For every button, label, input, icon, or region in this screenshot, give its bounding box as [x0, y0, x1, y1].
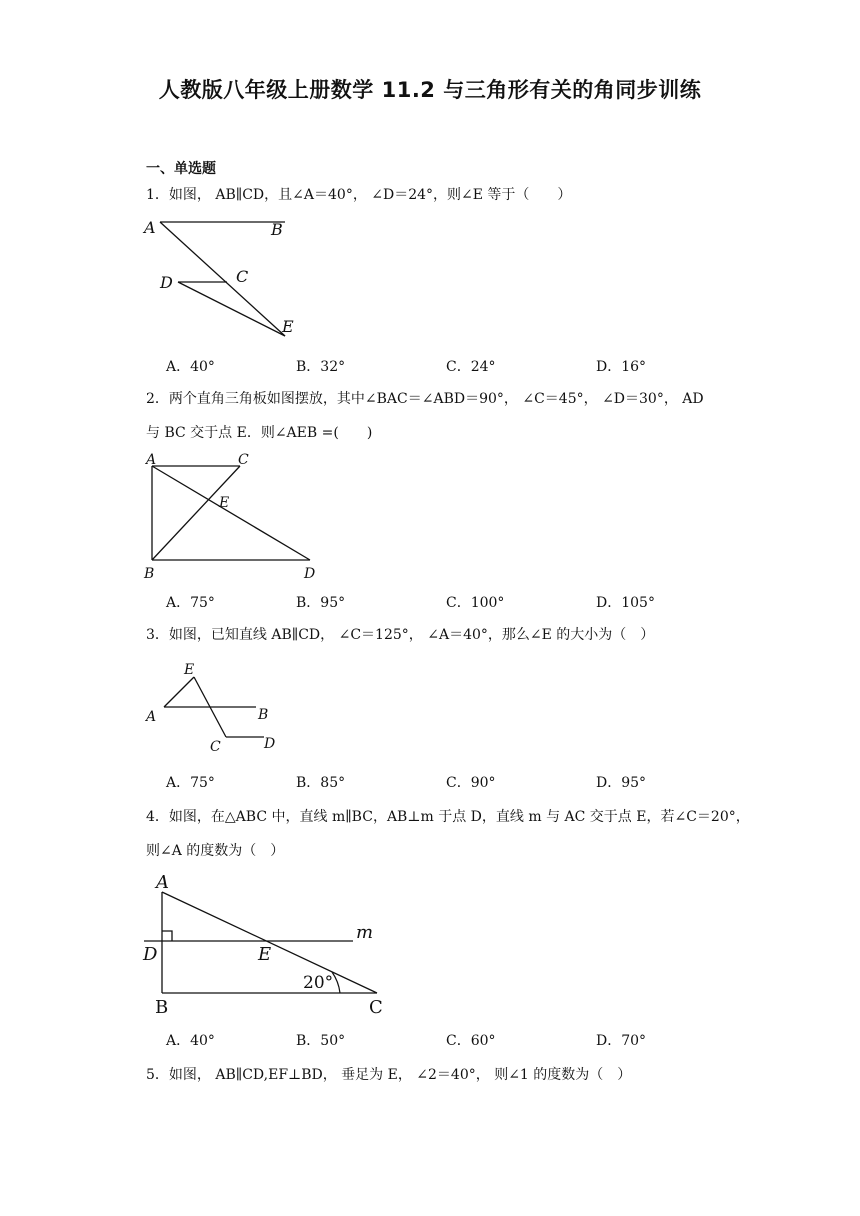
label-d: D: [160, 273, 173, 292]
line-ac: [162, 892, 377, 993]
label-c: C: [369, 997, 383, 1016]
label-b: B: [144, 566, 155, 582]
label-b: B: [155, 997, 169, 1016]
question-3-option-b[interactable]: B．85°: [296, 775, 346, 791]
label-a: A: [144, 218, 156, 237]
question-2-option-a[interactable]: A．75°: [166, 595, 215, 611]
question-2-stem-line2: 与 BC 交于点 E．则∠AEB =( ): [146, 425, 373, 441]
question-4-stem-line2: 则∠A 的度数为（ ）: [146, 843, 285, 859]
line-bc: [152, 466, 240, 560]
question-4-option-d[interactable]: D．70°: [596, 1033, 647, 1049]
line-ae: [160, 222, 285, 336]
label-d: D: [304, 566, 316, 582]
line-ae: [164, 677, 194, 707]
line-ad: [152, 466, 310, 560]
line-de: [178, 282, 285, 336]
question-1-option-a[interactable]: A．40°: [166, 359, 215, 375]
label-d: D: [264, 736, 276, 752]
right-angle-marker: [162, 931, 172, 941]
question-4-figure: [140, 868, 400, 1016]
label-c: C: [236, 267, 249, 286]
question-2-option-b[interactable]: B．95°: [296, 595, 346, 611]
section-heading: 一、单选题: [146, 161, 216, 177]
question-3-option-d[interactable]: D．95°: [596, 775, 647, 791]
label-e: E: [219, 495, 230, 511]
question-2-option-d[interactable]: D．105°: [596, 595, 655, 611]
page-title: 人教版八年级上册数学 11.2 与三角形有关的角同步训练: [158, 78, 702, 102]
question-1-figure: [140, 212, 320, 342]
label-b: B: [271, 220, 283, 239]
question-5-stem: 5．如图， AB∥CD,EF⊥BD， 垂足为 E， ∠2＝40°， 则∠1 的度数为（ ）: [146, 1067, 632, 1083]
question-1-stem: 1．如图， AB∥CD，且∠A＝40°， ∠D＝24°，则∠E 等于（ ）: [146, 187, 572, 203]
label-d: D: [143, 944, 158, 965]
label-e: E: [258, 944, 272, 965]
question-4-option-c[interactable]: C．60°: [446, 1033, 496, 1049]
label-e: E: [282, 317, 294, 336]
angle-label-20: 20°: [303, 973, 334, 993]
question-2-stem: 2．两个直角三角板如图摆放，其中∠BAC＝∠ABD＝90°， ∠C＝45°， ∠D＝30°， AD: [146, 391, 704, 407]
question-4-stem: 4．如图，在△ABC 中，直线 m∥BC，AB⊥m 于点 D，直线 m 与 AC 交于点 E，若∠C＝20°，: [146, 809, 750, 825]
label-m: m: [356, 922, 374, 943]
question-3-figure: [140, 656, 290, 756]
label-a: A: [146, 709, 157, 725]
question-4-option-a[interactable]: A．40°: [166, 1033, 215, 1049]
question-3-option-a[interactable]: A．75°: [166, 775, 215, 791]
question-2-option-c[interactable]: C．100°: [446, 595, 505, 611]
question-3-stem: 3．如图，已知直线 AB∥CD， ∠C＝125°， ∠A＝40°，那么∠E 的大小为（ ）: [146, 627, 655, 643]
label-b: B: [258, 707, 269, 723]
label-c: C: [238, 452, 249, 468]
label-c: C: [210, 739, 221, 755]
label-a: A: [146, 452, 157, 468]
question-1-option-b[interactable]: B．32°: [296, 359, 346, 375]
question-4-option-b[interactable]: B．50°: [296, 1033, 346, 1049]
question-1-option-d[interactable]: D．16°: [596, 359, 647, 375]
question-1-option-c[interactable]: C．24°: [446, 359, 496, 375]
label-a: A: [156, 872, 169, 893]
question-2-figure: [140, 448, 330, 583]
label-e: E: [184, 662, 195, 678]
question-3-option-c[interactable]: C．90°: [446, 775, 496, 791]
